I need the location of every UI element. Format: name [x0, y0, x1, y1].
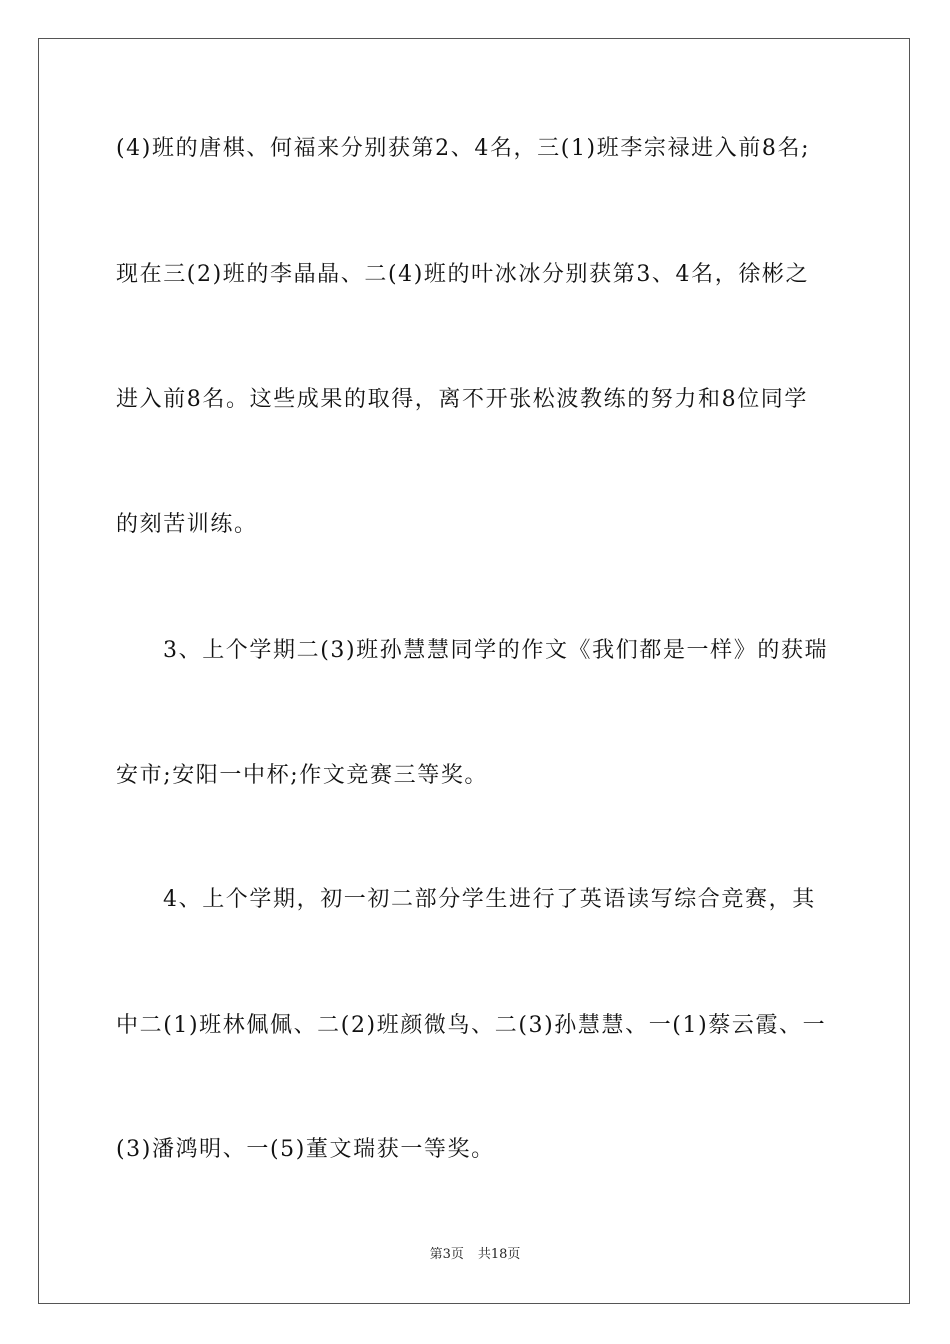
text-line: (3)潘鸿明、一(5)董文瑞获一等奖。 — [116, 1137, 495, 1162]
page-frame — [38, 38, 910, 1304]
page-number: 第3页 — [429, 1247, 464, 1262]
text-line: 中二(1)班林佩佩、二(2)班颜微鸟、二(3)孙慧慧、一(1)蔡云霞、一 — [116, 1013, 827, 1038]
text-line: (4)班的唐棋、何福来分别获第2、4名，三(1)班李宗禄进入前8名; — [116, 136, 811, 161]
text-line: 的刻苦训练。 — [116, 512, 258, 537]
text-line: 安市;安阳一中杯;作文竞赛三等奖。 — [116, 763, 489, 788]
total-pages: 共18页 — [477, 1247, 521, 1262]
page-footer — [0, 1246, 950, 1264]
paragraph-start-line: 4、上个学期，初一初二部分学生进行了英语读写综合竞赛，其 — [163, 887, 816, 912]
text-line: 现在三(2)班的李晶晶、二(4)班的叶冰冰分别获第3、4名，徐彬之 — [116, 262, 810, 287]
text-line: 进入前8名。这些成果的取得，离不开张松波教练的努力和8位同学 — [116, 387, 808, 412]
paragraph-start-line: 3、上个学期二(3)班孙慧慧同学的作文《我们都是一样》的获瑞 — [163, 638, 829, 663]
